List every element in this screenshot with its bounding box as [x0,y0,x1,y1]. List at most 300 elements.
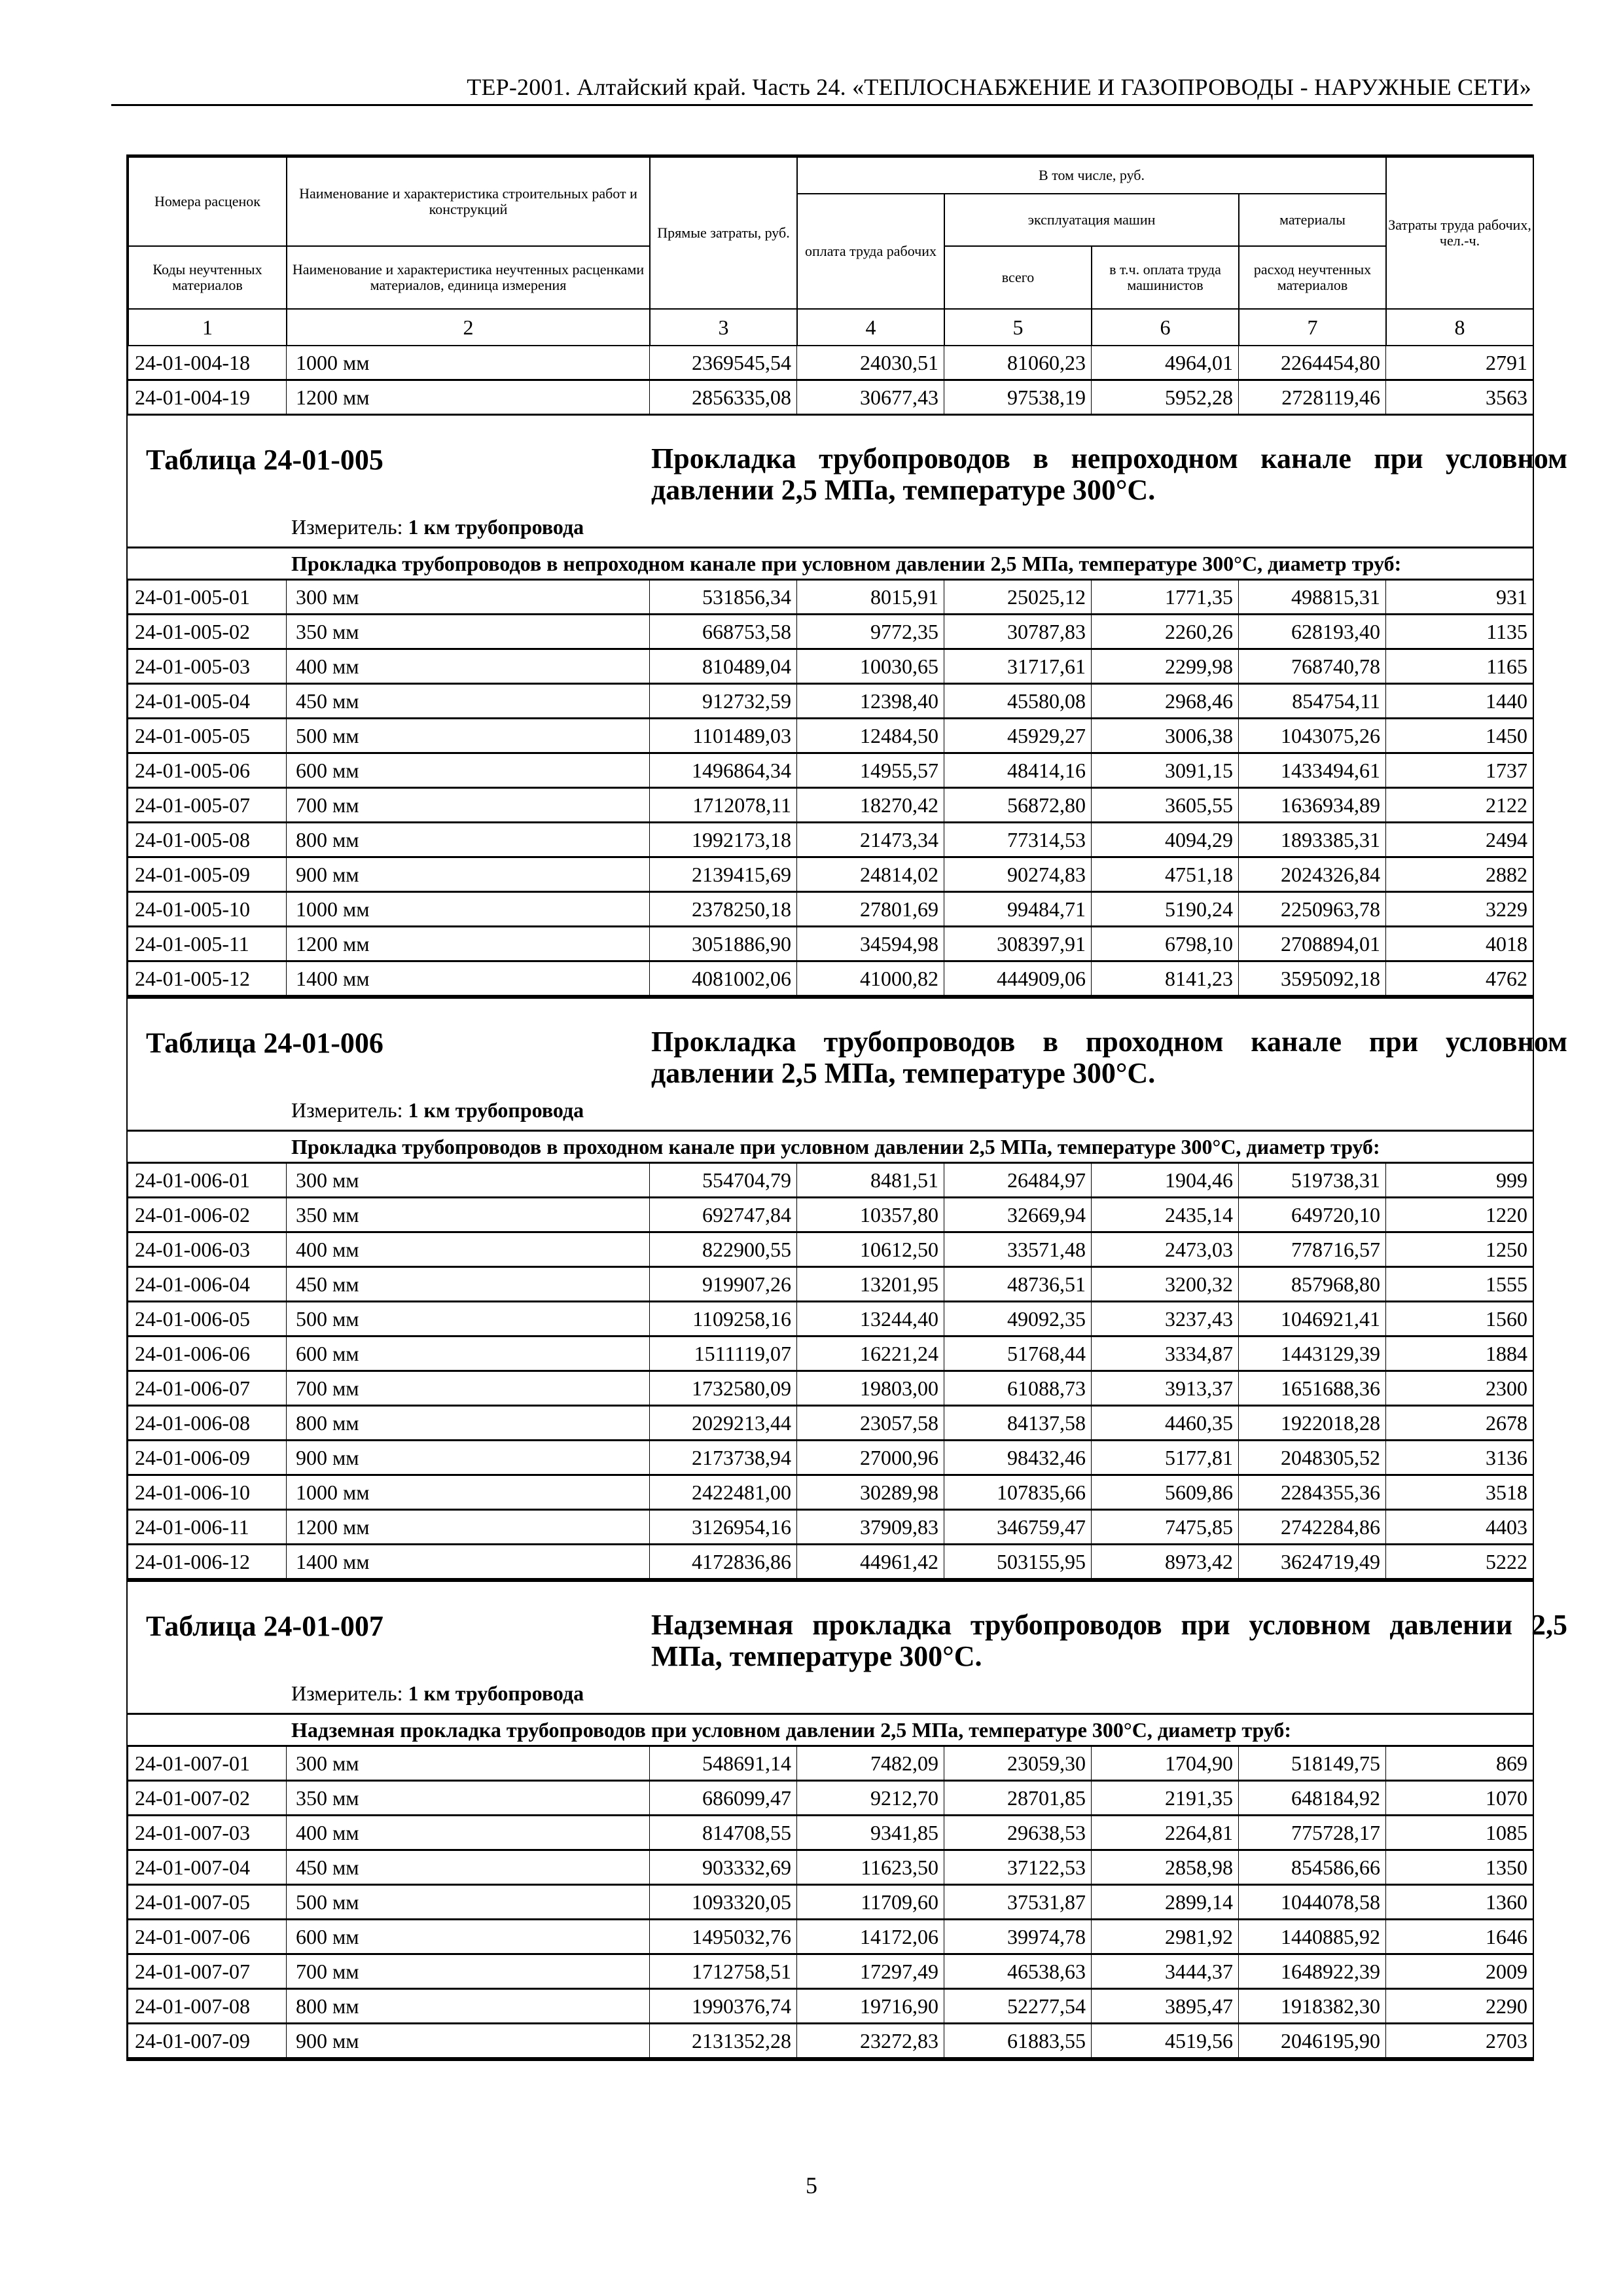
rate-code-cell: 24-01-006-11 [128,1510,287,1545]
direct-costs-cell: 2131352,28 [650,2024,797,2058]
table-row [128,892,1533,927]
labor-hours-cell: 3136 [1386,1441,1533,1475]
machines-total-cell: 107835,66 [944,1475,1092,1510]
table-row [128,649,1533,684]
labor-pay-cell: 11709,60 [797,1885,944,1920]
table-row [128,1954,1533,1989]
machines-total-cell: 346759,47 [944,1510,1092,1545]
machinists-pay-cell: 3091,15 [1092,753,1239,788]
rate-code-cell: 24-01-007-04 [128,1850,287,1885]
direct-costs-cell: 2378250,18 [650,892,797,927]
machinists-pay-cell: 3913,37 [1092,1371,1239,1406]
item-name-cell: 700 мм [287,788,650,823]
machinists-pay-cell: 6798,10 [1092,927,1239,961]
materials-cost-cell: 1922018,28 [1239,1406,1386,1441]
machines-total-cell: 30787,83 [944,615,1092,649]
materials-cost-cell: 857968,80 [1239,1267,1386,1302]
rate-code-cell: 24-01-005-03 [128,649,287,684]
materials-cost-cell: 2024326,84 [1239,857,1386,892]
machinists-pay-cell: 2473,03 [1092,1232,1239,1267]
labor-pay-cell: 10030,65 [797,649,944,684]
rate-code-cell: 24-01-006-12 [128,1545,287,1579]
rate-code-cell: 24-01-006-10 [128,1475,287,1510]
machinists-pay-cell: 2968,46 [1092,684,1239,719]
machines-total-cell: 46538,63 [944,1954,1092,1989]
machinists-pay-cell: 1704,90 [1092,1747,1239,1781]
table-row [128,1406,1533,1441]
labor-hours-cell: 4762 [1386,961,1533,996]
machines-total-cell: 37531,87 [944,1885,1092,1920]
direct-costs-cell: 810489,04 [650,649,797,684]
materials-cost-cell: 768740,78 [1239,649,1386,684]
rate-code-cell: 24-01-006-01 [128,1164,287,1198]
labor-pay-cell: 18270,42 [797,788,944,823]
machinists-pay-cell: 2260,26 [1092,615,1239,649]
machinists-pay-cell: 3334,87 [1092,1336,1239,1371]
item-name-cell: 350 мм [287,1781,650,1816]
unit-value: 1 км трубопровода [408,1681,584,1705]
labor-hours-cell: 1440 [1386,684,1533,719]
materials-cost-cell: 2048305,52 [1239,1441,1386,1475]
table-row [128,1302,1533,1336]
table-title: Прокладка трубопроводов в проходном канале при условном давлении 2,5 МПа, температуре 300°С. [651,1026,1567,1089]
table-row [128,1232,1533,1267]
rate-code-cell: 24-01-007-09 [128,2024,287,2058]
direct-costs-cell: 4172836,86 [650,1545,797,1579]
header-machines-total: всего [944,246,1092,309]
machinists-pay-cell: 4964,01 [1092,346,1239,380]
direct-costs-cell: 2029213,44 [650,1406,797,1441]
table-row [128,1475,1533,1510]
rate-code-cell: 24-01-005-05 [128,719,287,753]
direct-costs-cell: 3051886,90 [650,927,797,961]
item-name-cell: 900 мм [287,857,650,892]
labor-hours-cell: 1884 [1386,1336,1533,1371]
machinists-pay-cell: 2858,98 [1092,1850,1239,1885]
machines-total-cell: 51768,44 [944,1336,1092,1371]
labor-hours-cell: 2290 [1386,1989,1533,2024]
rate-code-cell: 24-01-005-11 [128,927,287,961]
direct-costs-cell: 919907,26 [650,1267,797,1302]
labor-pay-cell: 14172,06 [797,1920,944,1954]
table-row [128,1441,1533,1475]
rate-code-cell: 24-01-005-08 [128,823,287,857]
direct-costs-cell: 814708,55 [650,1816,797,1850]
labor-pay-cell: 7482,09 [797,1747,944,1781]
labor-hours-cell: 2678 [1386,1406,1533,1441]
materials-cost-cell: 2250963,78 [1239,892,1386,927]
rate-code-cell: 24-01-007-08 [128,1989,287,2024]
labor-hours-cell: 3518 [1386,1475,1533,1510]
machines-total-cell: 25025,12 [944,581,1092,615]
machines-total-cell: 61883,55 [944,2024,1092,2058]
materials-cost-cell: 2708894,01 [1239,927,1386,961]
labor-hours-cell: 1250 [1386,1232,1533,1267]
item-name-cell: 300 мм [287,1164,650,1198]
direct-costs-cell: 4081002,06 [650,961,797,996]
machines-total-cell: 48414,16 [944,753,1092,788]
labor-pay-cell: 30677,43 [797,380,944,415]
machinists-pay-cell: 5609,86 [1092,1475,1239,1510]
machinists-pay-cell: 3006,38 [1092,719,1239,753]
direct-costs-cell: 1712758,51 [650,1954,797,1989]
labor-pay-cell: 21473,34 [797,823,944,857]
direct-costs-cell: 668753,58 [650,615,797,649]
item-name-cell: 800 мм [287,1989,650,2024]
machines-total-cell: 84137,58 [944,1406,1092,1441]
machinists-pay-cell: 1904,46 [1092,1164,1239,1198]
item-name-cell: 500 мм [287,1885,650,1920]
header-work-name: Наименование и характеристика строительных работ и конструкций [287,157,650,246]
page-number: 5 [806,2172,817,2198]
labor-pay-cell: 12398,40 [797,684,944,719]
machines-total-cell: 26484,97 [944,1164,1092,1198]
table-row [128,380,1533,415]
labor-hours-cell: 1450 [1386,719,1533,753]
materials-cost-cell: 1043075,26 [1239,719,1386,753]
item-name-cell: 300 мм [287,581,650,615]
rate-code-cell: 24-01-007-03 [128,1816,287,1850]
table-title: Прокладка трубопроводов в непроходном канале при условном давлении 2,5 МПа, температуре 300°С. [651,442,1567,506]
header-rule [111,104,1533,106]
materials-cost-cell: 854586,66 [1239,1850,1386,1885]
rate-code-cell: 24-01-006-05 [128,1302,287,1336]
direct-costs-cell: 2422481,00 [650,1475,797,1510]
machines-total-cell: 29638,53 [944,1816,1092,1850]
carryover-table [128,346,1533,416]
direct-costs-cell: 822900,55 [650,1232,797,1267]
direct-costs-cell: 2139415,69 [650,857,797,892]
rate-code-cell: 24-01-005-12 [128,961,287,996]
machines-total-cell: 23059,30 [944,1747,1092,1781]
labor-hours-cell: 1220 [1386,1198,1533,1232]
rate-code-cell: 24-01-007-02 [128,1781,287,1816]
labor-pay-cell: 27801,69 [797,892,944,927]
direct-costs-cell: 531856,34 [650,581,797,615]
table-row [128,719,1533,753]
labor-pay-cell: 41000,82 [797,961,944,996]
labor-pay-cell: 9772,35 [797,615,944,649]
machinists-pay-cell: 3444,37 [1092,1954,1239,1989]
labor-hours-cell: 1085 [1386,1816,1533,1850]
table-row [128,346,1533,380]
labor-pay-cell: 23272,83 [797,2024,944,2058]
machinists-pay-cell: 3605,55 [1092,788,1239,823]
materials-cost-cell: 1651688,36 [1239,1371,1386,1406]
section-heading [128,999,1567,1130]
item-name-cell: 800 мм [287,1406,650,1441]
machinists-pay-cell: 2435,14 [1092,1198,1239,1232]
materials-cost-cell: 2046195,90 [1239,2024,1386,2058]
labor-pay-cell: 12484,50 [797,719,944,753]
materials-cost-cell: 498815,31 [1239,581,1386,615]
materials-cost-cell: 775728,17 [1239,1816,1386,1850]
materials-cost-cell: 2742284,86 [1239,1510,1386,1545]
column-numbers-row [128,309,1533,346]
labor-hours-cell: 2703 [1386,2024,1533,2058]
rate-code-cell: 24-01-005-10 [128,892,287,927]
rate-table-section [128,1582,1567,2061]
rate-code-cell: 24-01-007-06 [128,1920,287,1954]
labor-hours-cell: 931 [1386,581,1533,615]
labor-hours-cell: 1737 [1386,753,1533,788]
rates-table [128,1747,1533,2059]
column-number-2: 2 [287,309,650,346]
table-row [128,1781,1533,1816]
header-labor-hours: Затраты труда рабочих, чел.-ч. [1386,157,1533,309]
table-row [128,927,1533,961]
machines-total-cell: 45929,27 [944,719,1092,753]
labor-hours-cell: 2494 [1386,823,1533,857]
rate-table-section [128,999,1567,1582]
item-name-cell: 350 мм [287,615,650,649]
direct-costs-cell: 1495032,76 [650,1920,797,1954]
rates-table [128,581,1533,997]
header-labor-pay: оплата труда рабочих [797,194,944,309]
item-name-cell: 1400 мм [287,961,650,996]
materials-cost-cell: 1440885,92 [1239,1920,1386,1954]
direct-costs-cell: 1712078,11 [650,788,797,823]
labor-pay-cell: 10612,50 [797,1232,944,1267]
unit-of-measure [291,1681,584,1706]
item-name-cell: 450 мм [287,684,650,719]
labor-pay-cell: 8015,91 [797,581,944,615]
machines-total-cell: 45580,08 [944,684,1092,719]
table-row [128,1885,1533,1920]
labor-pay-cell: 30289,98 [797,1475,944,1510]
table-row [128,1545,1533,1579]
table-row [128,788,1533,823]
machines-total-cell: 81060,23 [944,346,1092,380]
machines-total-cell: 97538,19 [944,380,1092,415]
column-number-8: 8 [1386,309,1533,346]
section-heading [128,416,1567,547]
machines-total-cell: 37122,53 [944,1850,1092,1885]
column-number-1: 1 [128,309,287,346]
labor-hours-cell: 2882 [1386,857,1533,892]
table-row [128,1920,1533,1954]
materials-cost-cell: 3624719,49 [1239,1545,1386,1579]
rate-code-cell: 24-01-005-01 [128,581,287,615]
item-name-cell: 300 мм [287,1747,650,1781]
machines-total-cell: 99484,71 [944,892,1092,927]
materials-cost-cell: 1443129,39 [1239,1336,1386,1371]
item-name-cell: 500 мм [287,1302,650,1336]
labor-pay-cell: 13244,40 [797,1302,944,1336]
rate-code-cell: 24-01-006-07 [128,1371,287,1406]
labor-hours-cell: 1360 [1386,1885,1533,1920]
table-row [128,1164,1533,1198]
labor-hours-cell: 4018 [1386,927,1533,961]
labor-hours-cell: 3563 [1386,380,1533,415]
item-name-cell: 450 мм [287,1267,650,1302]
table-row [128,615,1533,649]
direct-costs-cell: 686099,47 [650,1781,797,1816]
rate-table-section [128,416,1567,999]
labor-pay-cell: 8481,51 [797,1164,944,1198]
machines-total-cell: 503155,95 [944,1545,1092,1579]
machinists-pay-cell: 2191,35 [1092,1781,1239,1816]
machines-total-cell: 308397,91 [944,927,1092,961]
materials-cost-cell: 1918382,30 [1239,1989,1386,2024]
direct-costs-cell: 1992173,18 [650,823,797,857]
labor-hours-cell: 3229 [1386,892,1533,927]
machinists-pay-cell: 5190,24 [1092,892,1239,927]
labor-pay-cell: 37909,83 [797,1510,944,1545]
direct-costs-cell: 2369545,54 [650,346,797,380]
table-title: Надземная прокладка трубопроводов при условном давлении 2,5 МПа, температуре 300°С. [651,1609,1567,1672]
machinists-pay-cell: 2299,98 [1092,649,1239,684]
machinists-pay-cell: 5952,28 [1092,380,1239,415]
materials-cost-cell: 628193,40 [1239,615,1386,649]
header-unaccounted-materials: расход неучтенных материалов [1239,246,1386,309]
work-group-heading: Надземная прокладка трубопроводов при условном давлении 2,5 МПа, температуре 300°С, диаметр труб: [128,1713,1533,1747]
direct-costs-cell: 1101489,03 [650,719,797,753]
rate-code-cell: 24-01-006-08 [128,1406,287,1441]
rate-code-cell: 24-01-005-04 [128,684,287,719]
machines-total-cell: 49092,35 [944,1302,1092,1336]
labor-pay-cell: 34594,98 [797,927,944,961]
table-row [128,1816,1533,1850]
materials-cost-cell: 1044078,58 [1239,1885,1386,1920]
labor-hours-cell: 4403 [1386,1510,1533,1545]
item-name-cell: 400 мм [287,1816,650,1850]
labor-hours-cell: 2122 [1386,788,1533,823]
rate-code-cell: 24-01-007-05 [128,1885,287,1920]
item-name-cell: 700 мм [287,1954,650,1989]
direct-costs-cell: 1496864,34 [650,753,797,788]
table-row [128,1198,1533,1232]
machines-total-cell: 48736,51 [944,1267,1092,1302]
direct-costs-cell: 903332,69 [650,1850,797,1885]
labor-pay-cell: 24030,51 [797,346,944,380]
labor-pay-cell: 9212,70 [797,1781,944,1816]
materials-cost-cell: 778716,57 [1239,1232,1386,1267]
materials-cost-cell: 2728119,46 [1239,380,1386,415]
machines-total-cell: 98432,46 [944,1441,1092,1475]
rates-sheet [126,154,1567,2061]
labor-pay-cell: 17297,49 [797,1954,944,1989]
table-row [128,1747,1533,1781]
item-name-cell: 1000 мм [287,346,650,380]
unit-value: 1 км трубопровода [408,1098,584,1122]
labor-hours-cell: 2009 [1386,1954,1533,1989]
direct-costs-cell: 3126954,16 [650,1510,797,1545]
materials-cost-cell: 3595092,18 [1239,961,1386,996]
table-number-label: Таблица 24-01-007 [146,1610,383,1642]
labor-hours-cell: 1555 [1386,1267,1533,1302]
materials-cost-cell: 1636934,89 [1239,788,1386,823]
rate-code-cell: 24-01-006-04 [128,1267,287,1302]
item-name-cell: 900 мм [287,2024,650,2058]
labor-hours-cell: 1070 [1386,1781,1533,1816]
unit-label: Измеритель: [291,1681,403,1705]
item-name-cell: 1400 мм [287,1545,650,1579]
table-number-label: Таблица 24-01-006 [146,1027,383,1059]
labor-pay-cell: 14955,57 [797,753,944,788]
machinists-pay-cell: 3237,43 [1092,1302,1239,1336]
labor-hours-cell: 1646 [1386,1920,1533,1954]
item-name-cell: 400 мм [287,1232,650,1267]
item-name-cell: 450 мм [287,1850,650,1885]
materials-cost-cell: 2284355,36 [1239,1475,1386,1510]
table-row [128,581,1533,615]
machinists-pay-cell: 7475,85 [1092,1510,1239,1545]
machines-total-cell: 56872,80 [944,788,1092,823]
column-number-3: 3 [650,309,797,346]
direct-costs-cell: 1732580,09 [650,1371,797,1406]
machines-total-cell: 52277,54 [944,1989,1092,2024]
labor-pay-cell: 24814,02 [797,857,944,892]
header-material-codes: Коды неучтенных материалов [128,246,287,309]
machines-total-cell: 77314,53 [944,823,1092,857]
item-name-cell: 1000 мм [287,892,650,927]
materials-cost-cell: 519738,31 [1239,1164,1386,1198]
table-row [128,684,1533,719]
labor-pay-cell: 16221,24 [797,1336,944,1371]
item-name-cell: 1200 мм [287,1510,650,1545]
machines-total-cell: 33571,48 [944,1232,1092,1267]
machines-total-cell: 39974,78 [944,1920,1092,1954]
labor-hours-cell: 2300 [1386,1371,1533,1406]
labor-hours-cell: 869 [1386,1747,1533,1781]
table-number-label: Таблица 24-01-005 [146,444,383,476]
materials-cost-cell: 1046921,41 [1239,1302,1386,1336]
materials-cost-cell: 1893385,31 [1239,823,1386,857]
labor-hours-cell: 2791 [1386,346,1533,380]
labor-pay-cell: 13201,95 [797,1267,944,1302]
column-number-5: 5 [944,309,1092,346]
column-number-7: 7 [1239,309,1386,346]
table-row [128,961,1533,996]
item-name-cell: 600 мм [287,1920,650,1954]
item-name-cell: 900 мм [287,1441,650,1475]
materials-cost-cell: 649720,10 [1239,1198,1386,1232]
unit-of-measure [291,515,584,539]
direct-costs-cell: 548691,14 [650,1747,797,1781]
table-row [128,2024,1533,2058]
work-group-heading: Прокладка трубопроводов в проходном канале при условном давлении 2,5 МПа, температуре 300°С, диаметр труб: [128,1130,1533,1164]
direct-costs-cell: 554704,79 [650,1164,797,1198]
item-name-cell: 500 мм [287,719,650,753]
item-name-cell: 600 мм [287,1336,650,1371]
rate-code-cell: 24-01-006-02 [128,1198,287,1232]
machinists-pay-cell: 3895,47 [1092,1989,1239,2024]
direct-costs-cell: 1093320,05 [650,1885,797,1920]
materials-cost-cell: 518149,75 [1239,1747,1386,1781]
labor-pay-cell: 11623,50 [797,1850,944,1885]
item-name-cell: 600 мм [287,753,650,788]
header-direct-costs: Прямые затраты, руб. [650,157,797,309]
table-row [128,1267,1533,1302]
item-name-cell: 1200 мм [287,927,650,961]
column-header-table [128,156,1534,346]
labor-hours-cell: 1560 [1386,1302,1533,1336]
labor-hours-cell: 999 [1386,1164,1533,1198]
unit-label: Измеритель: [291,515,403,539]
machinists-pay-cell: 4094,29 [1092,823,1239,857]
running-header: ТЕР-2001. Алтайский край. Часть 24. «ТЕПЛОСНАБЖЕНИЕ И ГАЗОПРОВОДЫ - НАРУЖНЫЕ СЕТИ» [467,74,1531,100]
column-number-4: 4 [797,309,944,346]
table-row [128,1989,1533,2024]
labor-pay-cell: 10357,80 [797,1198,944,1232]
item-name-cell: 350 мм [287,1198,650,1232]
direct-costs-cell: 912732,59 [650,684,797,719]
materials-cost-cell: 648184,92 [1239,1781,1386,1816]
rate-code-cell: 24-01-005-06 [128,753,287,788]
rate-code-cell: 24-01-004-18 [128,346,287,380]
machinists-pay-cell: 2264,81 [1092,1816,1239,1850]
